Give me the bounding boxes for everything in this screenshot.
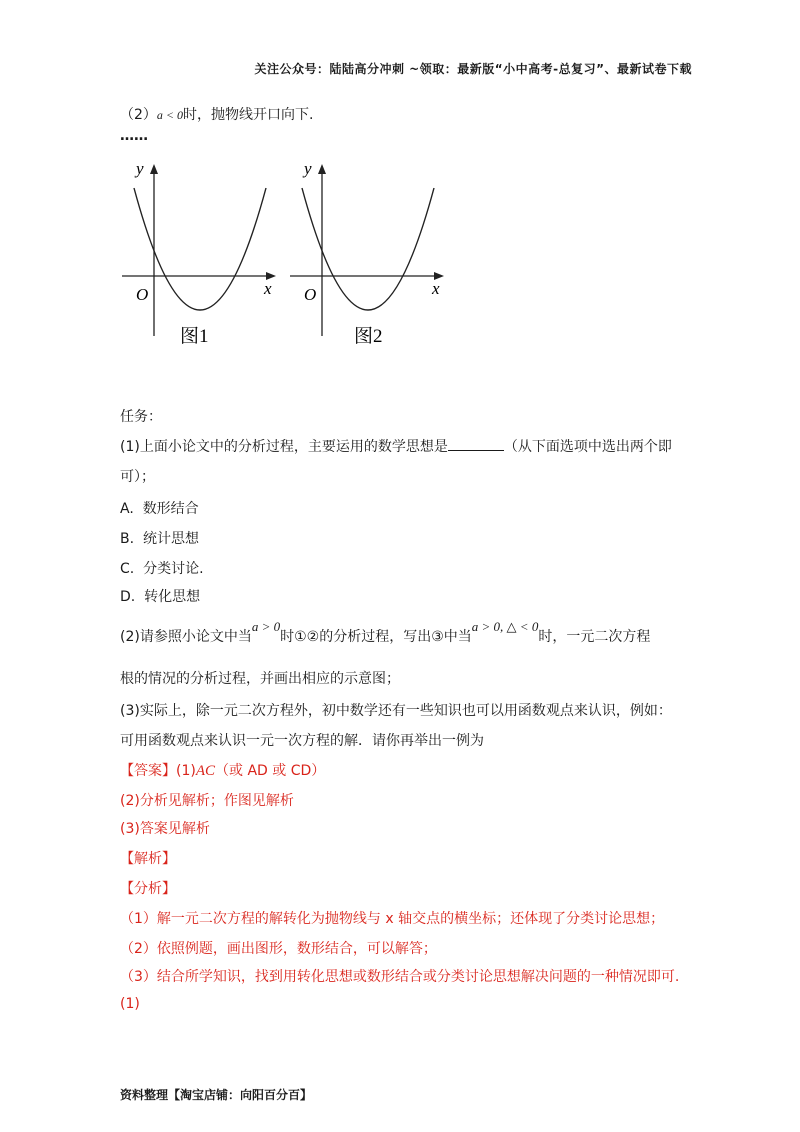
figure-1-origin: O [136, 285, 149, 304]
option-a-letter: A. [120, 501, 134, 517]
question-2-condition-1: a > 0 [251, 619, 281, 634]
task-title: 任务： [120, 409, 162, 425]
figure-2-origin: O [304, 285, 317, 304]
answer-1-main: AC [195, 763, 216, 779]
answer-line-1 [120, 760, 325, 780]
option-b-letter: B. [120, 531, 135, 547]
option-a [120, 498, 199, 518]
answer-1-alternatives: （或 AD 或 CD） [215, 763, 326, 779]
case-2-line [120, 104, 313, 124]
question-2-line-2: 根的情况的分析过程，并画出相应的示意图； [120, 671, 400, 687]
case-2-condition: a < 0 [156, 108, 184, 122]
question-1-line-1 [120, 436, 672, 456]
ellipsis: …… [120, 128, 148, 144]
question-3-line-1: (3)实际上，除一元二次方程外，初中数学还有一些知识也可以用函数观点来认识，例如： [120, 703, 672, 719]
question-1-instruction: （从下面选项中选出两个即 [503, 439, 672, 455]
option-d-letter: D. [120, 589, 136, 605]
answer-line-3: (3)答案见解析 [120, 821, 210, 837]
question-2-text-a: (2)请参照小论文中当 [120, 629, 252, 645]
page-header: 关注公众号：陆陆高分冲刺 ~领取：最新版“小中高考-总复习”、最新试卷下载 [254, 62, 692, 76]
option-c-letter: C. [120, 561, 135, 577]
figure-1-y-label: y [136, 159, 144, 178]
question-3-line-2: 可用函数观点来认识一元一次方程的解．请你再举出一例为 [120, 733, 484, 749]
analysis-point-4: (1) [120, 996, 140, 1012]
answer-1-prefix: (1) [176, 763, 196, 779]
question-1-blank [448, 436, 504, 451]
figure-1-y-arrow [150, 164, 158, 174]
question-2-text-b: 时①②的分析过程，写出③中当 [280, 629, 472, 645]
page-footer: 资料整理【淘宝店铺：向阳百分百】 [120, 1088, 313, 1102]
case-2-prefix: （2） [120, 107, 157, 123]
parabola-figures [118, 150, 458, 350]
question-1-text: (1)上面小论文中的分析过程，主要运用的数学思想是 [120, 439, 448, 455]
figure-2-x-label: x [432, 279, 440, 298]
question-1-line-2: 可）； [120, 469, 155, 485]
figure-2-y-label: y [304, 159, 312, 178]
question-2-condition-2: a > 0, △ < 0 [471, 619, 539, 634]
figure-1 [122, 159, 276, 347]
option-c [120, 558, 204, 578]
analysis-label: 【解析】 [120, 851, 176, 867]
option-c-text: 分类讨论. [143, 561, 204, 577]
figure-2 [290, 159, 444, 347]
question-2-line-1 [120, 619, 651, 646]
option-b [120, 528, 199, 548]
question-2-text-c: 时，一元二次方程 [538, 629, 651, 645]
case-2-suffix: 时，抛物线开口向下. [183, 107, 314, 123]
figure-2-caption: 图2 [354, 326, 383, 347]
answer-line-2: (2)分析见解析；作图见解析 [120, 793, 294, 809]
analysis-sub-label: 【分析】 [120, 881, 176, 897]
figure-1-caption: 图1 [180, 326, 209, 347]
analysis-point-1: （1）解一元二次方程的解转化为抛物线与 x 轴交点的横坐标；还体现了分类讨论思想； [120, 911, 665, 927]
figure-2-y-arrow [318, 164, 326, 174]
analysis-point-3: （3）结合所学知识，找到用转化思想或数形结合或分类讨论思想解决问题的一种情况即可. [120, 969, 680, 985]
option-d [120, 586, 200, 606]
answer-label: 【答案】 [120, 763, 176, 779]
option-d-text: 转化思想 [144, 589, 201, 605]
analysis-point-2: （2）依照例题，画出图形，数形结合，可以解答； [120, 941, 437, 957]
figure-1-x-label: x [264, 279, 272, 298]
option-a-text: 数形结合 [142, 501, 199, 517]
option-b-text: 统计思想 [142, 531, 199, 547]
